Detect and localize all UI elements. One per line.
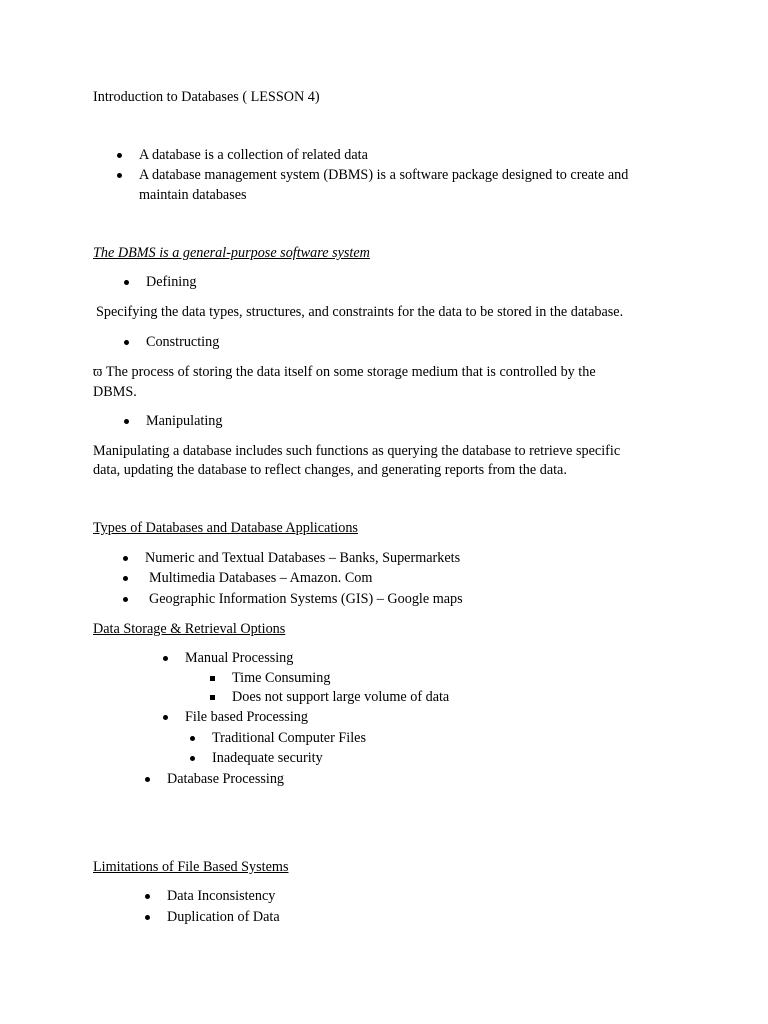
limitations-heading: Limitations of File Based Systems — [93, 859, 289, 875]
bullet-icon — [117, 173, 122, 178]
intro-bullet-2-continued: maintain databases — [139, 187, 247, 203]
bullet-icon — [124, 419, 129, 424]
bullet-icon — [117, 153, 122, 158]
types-item-2: Multimedia Databases – Amazon. Com — [149, 570, 373, 586]
page-title: Introduction to Databases ( LESSON 4) — [93, 89, 320, 105]
bullet-icon — [163, 656, 168, 661]
types-item-3: Geographic Information Systems (GIS) – Google maps — [149, 591, 463, 607]
defining-text: Specifying the data types, structures, and constraints for the data to be stored in the database. — [96, 304, 624, 320]
bullet-icon — [190, 756, 195, 761]
manipulating-label: Manipulating — [146, 413, 223, 429]
intro-bullet-1: A database is a collection of related data — [139, 147, 368, 163]
manipulating-text-line-1: Manipulating a database includes such functions as querying the database to retrieve specific — [93, 443, 621, 459]
bullet-icon — [123, 556, 128, 561]
bullet-icon — [145, 777, 150, 782]
manipulating-text-line-2: data, updating the database to reflect changes, and generating reports from the data. — [93, 462, 567, 478]
intro-bullet-2: A database management system (DBMS) is a software package designed to create and — [139, 167, 629, 183]
storage-file-sub-1: Traditional Computer Files — [212, 730, 366, 746]
bullet-icon — [163, 715, 168, 720]
dbms-heading: The DBMS is a general-purpose software system — [93, 245, 370, 261]
bullet-icon — [145, 894, 150, 899]
bullet-icon — [123, 576, 128, 581]
square-bullet-icon — [210, 695, 215, 700]
storage-heading: Data Storage & Retrieval Options — [93, 621, 286, 637]
constructing-text-line-1: ϖ The process of storing the data itself on some storage medium that is controlled by the — [93, 364, 596, 380]
storage-file: File based Processing — [185, 709, 308, 725]
storage-manual-sub-2: Does not support large volume of data — [232, 689, 450, 705]
types-heading: Types of Databases and Database Applications — [93, 520, 358, 536]
storage-manual: Manual Processing — [185, 650, 294, 666]
defining-label: Defining — [146, 274, 197, 290]
storage-database: Database Processing — [167, 771, 285, 787]
bullet-icon — [123, 597, 128, 602]
constructing-text-line-2: DBMS. — [93, 384, 137, 400]
bullet-icon — [124, 340, 129, 345]
storage-manual-sub-1: Time Consuming — [232, 670, 331, 686]
types-item-1: Numeric and Textual Databases – Banks, Supermarkets — [145, 550, 461, 566]
constructing-label: Constructing — [146, 334, 220, 350]
bullet-icon — [145, 915, 150, 920]
bullet-icon — [190, 736, 195, 741]
limitations-item-2: Duplication of Data — [167, 909, 280, 925]
storage-file-sub-2: Inadequate security — [212, 750, 323, 766]
bullet-icon — [124, 280, 129, 285]
square-bullet-icon — [210, 676, 215, 681]
limitations-item-1: Data Inconsistency — [167, 888, 276, 904]
